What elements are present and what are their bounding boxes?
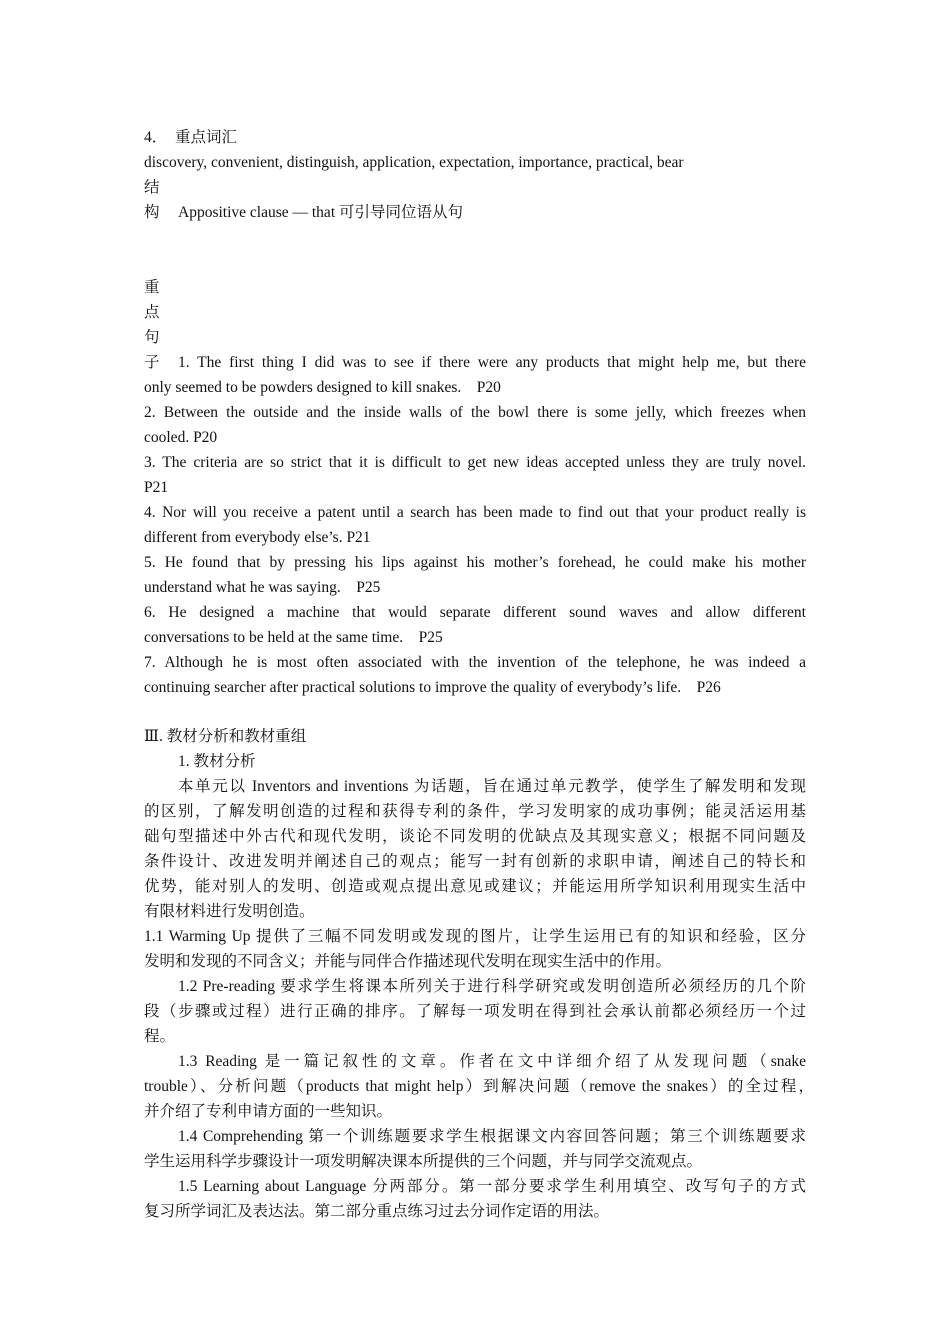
paragraph-line: 优势，能对别人的发明、创造或观点提出意见或建议；并能运用所学知识利用现实生活中 — [144, 878, 806, 895]
paragraph-line: 条件设计、改进发明并阐述自己的观点；能写一封有创新的求职申请，阐述自己的特长和 — [144, 853, 806, 870]
paragraph-line: 学生运用科学步骤设计一项发明解决课本所提供的三个问题，并与同学交流观点。 — [144, 1153, 703, 1170]
key-sentence-line: cooled. P20 — [144, 429, 218, 446]
paragraph-line: 1.1 Warming Up 提供了三幅不同发明或发现的图片，让学生运用已有的知识和经验，区分 — [144, 928, 806, 945]
key-sentence-line: conversations to be held at the same time. P25 — [144, 629, 443, 646]
sub-heading: 1. 教材分析 — [178, 753, 256, 770]
key-sentence-line: 7. Although he is most often associated with the invention of the telephone, he was indeed a — [144, 654, 806, 671]
section-heading: Ⅲ. 教材分析和教材重组 — [144, 728, 307, 745]
structure-label-char: 结 — [144, 179, 160, 196]
key-sentence-line: 4. Nor will you receive a patent until a search has been made to find out that your product really is — [144, 504, 806, 521]
paragraph-line: 程。 — [144, 1028, 176, 1045]
structure-text: Appositive clause — that 可引导同位语从句 — [178, 204, 463, 221]
vocab-heading: 4． 重点词汇 — [144, 129, 238, 146]
paragraph-line: 1.5 Learning about Language 分两部分。第一部分要求学生利用填空、改写句子的方式 — [178, 1178, 806, 1195]
key-sentences-label-char: 子 — [144, 354, 160, 371]
paragraph-line: 1.2 Pre-reading 要求学生将课本所列关于进行科学研究或发明创造所必须经历的几个阶 — [178, 978, 806, 995]
key-sentence-line: 6. He designed a machine that would separate different sound waves and allow different — [144, 604, 806, 621]
key-sentences-label-char: 重 — [144, 279, 160, 296]
key-sentence-line: understand what he was saying. P25 — [144, 579, 381, 596]
paragraph-line: 段（步骤或过程）进行正确的排序。了解每一项发明在得到社会承认前都必须经历一个过 — [144, 1003, 806, 1020]
paragraph-line: 础句型描述中外古代和现代发明，谈论不同发明的优缺点及其现实意义；根据不同问题及 — [144, 828, 806, 845]
key-sentence-line: only seemed to be powders designed to kill snakes. P20 — [144, 379, 501, 396]
key-sentence-line: 5. He found that by pressing his lips against his mother’s forehead, he could make his mother — [144, 554, 806, 571]
paragraph-line: 1.3 Reading 是一篇记叙性的文章。作者在文中详细介绍了从发现问题（snake — [178, 1053, 806, 1070]
paragraph-line: 并介绍了专利申请方面的一些知识。 — [144, 1103, 393, 1120]
key-sentence-line: P21 — [144, 479, 169, 496]
paragraph-line: 本单元以 Inventors and inventions 为话题，旨在通过单元教学，使学生了解发明和发现 — [178, 778, 806, 795]
paragraph-line: 1.4 Comprehending 第一个训练题要求学生根据课文内容回答问题；第三个训练题要求 — [178, 1128, 806, 1145]
key-sentence-line: continuing searcher after practical solutions to improve the quality of everybody’s life. P26 — [144, 679, 721, 696]
key-sentence-line: 1. The first thing I did was to see if there were any products that might help me, but there — [178, 354, 806, 371]
key-sentence-line: different from everybody else’s. P21 — [144, 529, 371, 546]
key-sentence-line: 3. The criteria are so strict that it is difficult to get new ideas accepted unless they are truly novel. — [144, 454, 806, 471]
key-sentence-line: 2. Between the outside and the inside walls of the bowl there is some jelly, which freezes when — [144, 404, 806, 421]
paragraph-line: 复习所学词汇及表达法。第二部分重点练习过去分词作定语的用法。 — [144, 1203, 610, 1220]
paragraph-line: 的区别，了解发明创造的过程和获得专利的条件，学习发明家的成功事例；能灵活运用基 — [144, 803, 806, 820]
paragraph-line: 发明和发现的不同含义；并能与同伴合作描述现代发明在现实生活中的作用。 — [144, 953, 672, 970]
key-sentences-label-char: 句 — [144, 329, 160, 346]
structure-label-char: 构 — [144, 204, 160, 221]
paragraph-line: 有限材料进行发明创造。 — [144, 903, 315, 920]
paragraph-line: trouble）、分析问题（products that might help）到解决问题（remove the snakes）的全过程， — [144, 1078, 814, 1095]
vocab-words: discovery, convenient, distinguish, application, expectation, importance, practical, bear — [144, 154, 684, 171]
key-sentences-label-char: 点 — [144, 304, 160, 321]
